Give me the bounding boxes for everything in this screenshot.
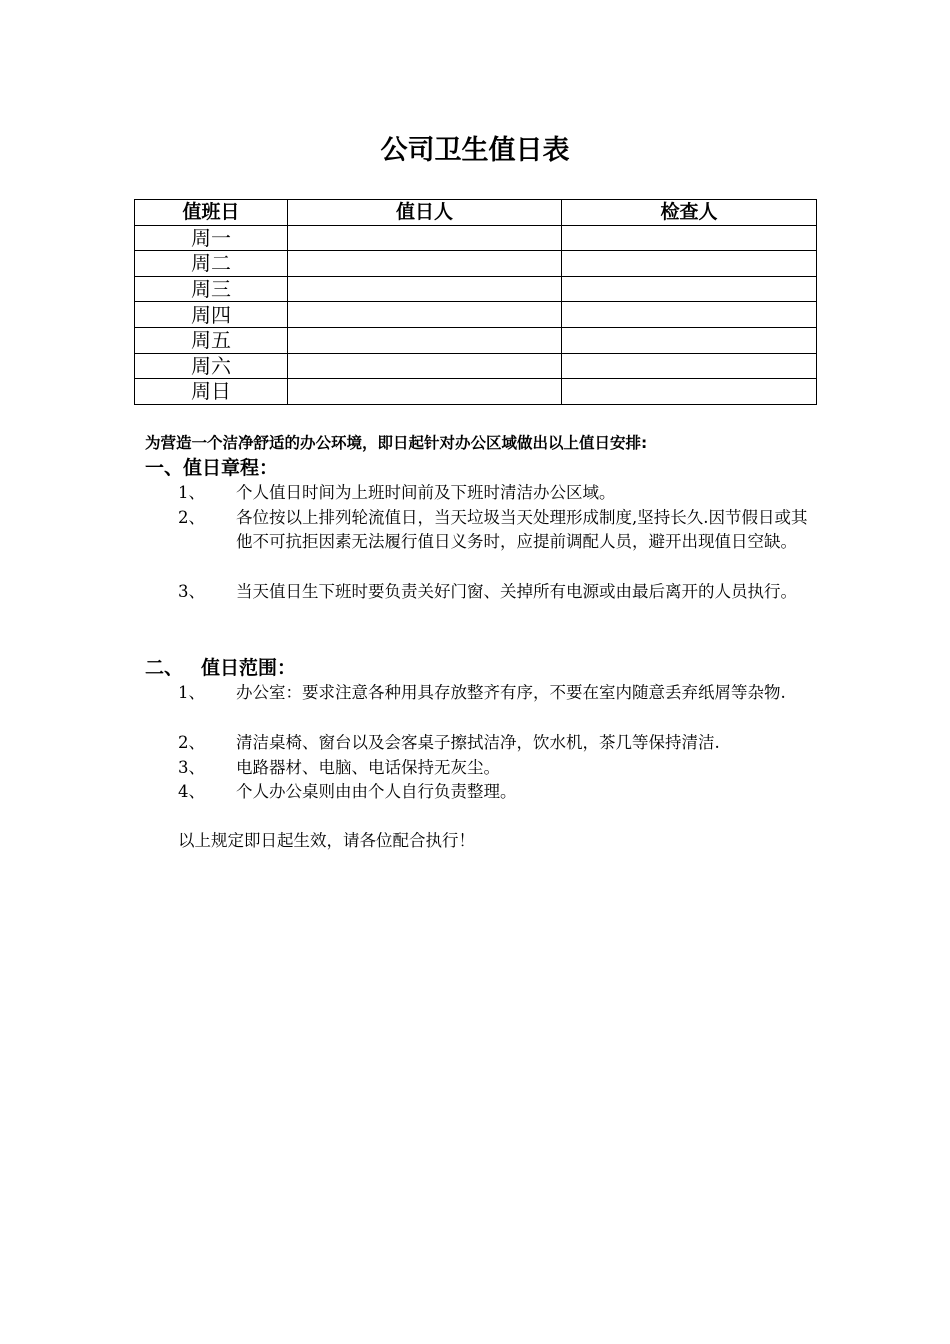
checker-cell (562, 353, 817, 379)
item-text: 当天值日生下班时要负责关好门窗、关掉所有电源或由最后离开的人员执行。 (236, 582, 797, 601)
table-row (135, 276, 817, 302)
duty-person-cell (288, 276, 562, 302)
checker-cell (562, 276, 817, 302)
item-text: 个人办公桌则由由个人自行负责整理。 (236, 782, 517, 801)
header-duty-person: 值日人 (288, 200, 562, 226)
item-text: 办公室：要求注意各种用具存放整齐有序，不要在室内随意丢弃纸屑等杂物. (236, 683, 786, 702)
header-checker: 检查人 (562, 200, 817, 226)
duty-person-cell (288, 379, 562, 405)
duty-person-cell (288, 353, 562, 379)
duty-person-cell (288, 251, 562, 277)
item-text: 各位按以上排列轮流值日，当天垃圾当天处理形成制度,坚持长久.因节假日或其他不可抗拒因素无法履行值日义务时，应提前调配人员，避开出现值日空缺。 (236, 508, 808, 551)
table-row (135, 225, 817, 251)
duty-table (134, 199, 817, 405)
item-number: 3、 (178, 758, 205, 777)
list-item (178, 681, 818, 705)
table-row (135, 327, 817, 353)
table-header-row (135, 200, 817, 226)
header-day: 值班日 (135, 200, 288, 226)
closing-note: 以上规定即日起生效，请各位配合执行！ (178, 831, 475, 850)
list-item (178, 506, 818, 554)
list-item (178, 731, 818, 755)
item-number: 1、 (178, 683, 205, 702)
duty-person-cell (288, 302, 562, 328)
page-title: 公司卫生值日表 (380, 135, 570, 166)
section1-heading: 一、值日章程： (145, 457, 279, 479)
item-number: 2、 (178, 733, 205, 752)
checker-cell (562, 327, 817, 353)
item-text: 个人值日时间为上班时间前及下班时清洁办公区域。 (236, 483, 616, 502)
checker-cell (562, 225, 817, 251)
day-cell: 周三 (135, 276, 288, 302)
item-number: 1、 (178, 483, 205, 502)
day-cell: 周日 (135, 379, 288, 405)
item-text: 清洁桌椅、窗台以及会客桌子擦拭洁净，饮水机，茶几等保持清洁. (236, 733, 720, 752)
section2-heading-text: 值日范围： (201, 657, 297, 679)
day-cell: 周六 (135, 353, 288, 379)
table-row (135, 379, 817, 405)
checker-cell (562, 302, 817, 328)
list-item (178, 481, 818, 505)
item-text: 电路器材、电脑、电话保持无灰尘。 (236, 758, 500, 777)
list-item (178, 756, 818, 780)
section2-heading (145, 655, 296, 681)
list-item (178, 580, 818, 604)
item-number: 4、 (178, 782, 205, 801)
section2-heading-number: 二、 (145, 657, 184, 679)
table-row (135, 353, 817, 379)
checker-cell (562, 379, 817, 405)
duty-person-cell (288, 225, 562, 251)
day-cell: 周五 (135, 327, 288, 353)
list-item (178, 780, 818, 804)
item-number: 2、 (178, 508, 205, 527)
duty-person-cell (288, 327, 562, 353)
day-cell: 周二 (135, 251, 288, 277)
day-cell: 周四 (135, 302, 288, 328)
table-row (135, 302, 817, 328)
table-row (135, 251, 817, 277)
checker-cell (562, 251, 817, 277)
day-cell: 周一 (135, 225, 288, 251)
intro-paragraph: 为营造一个洁净舒适的办公环境，即日起针对办公区域做出以上值日安排: (145, 434, 648, 452)
item-number: 3、 (178, 582, 205, 601)
